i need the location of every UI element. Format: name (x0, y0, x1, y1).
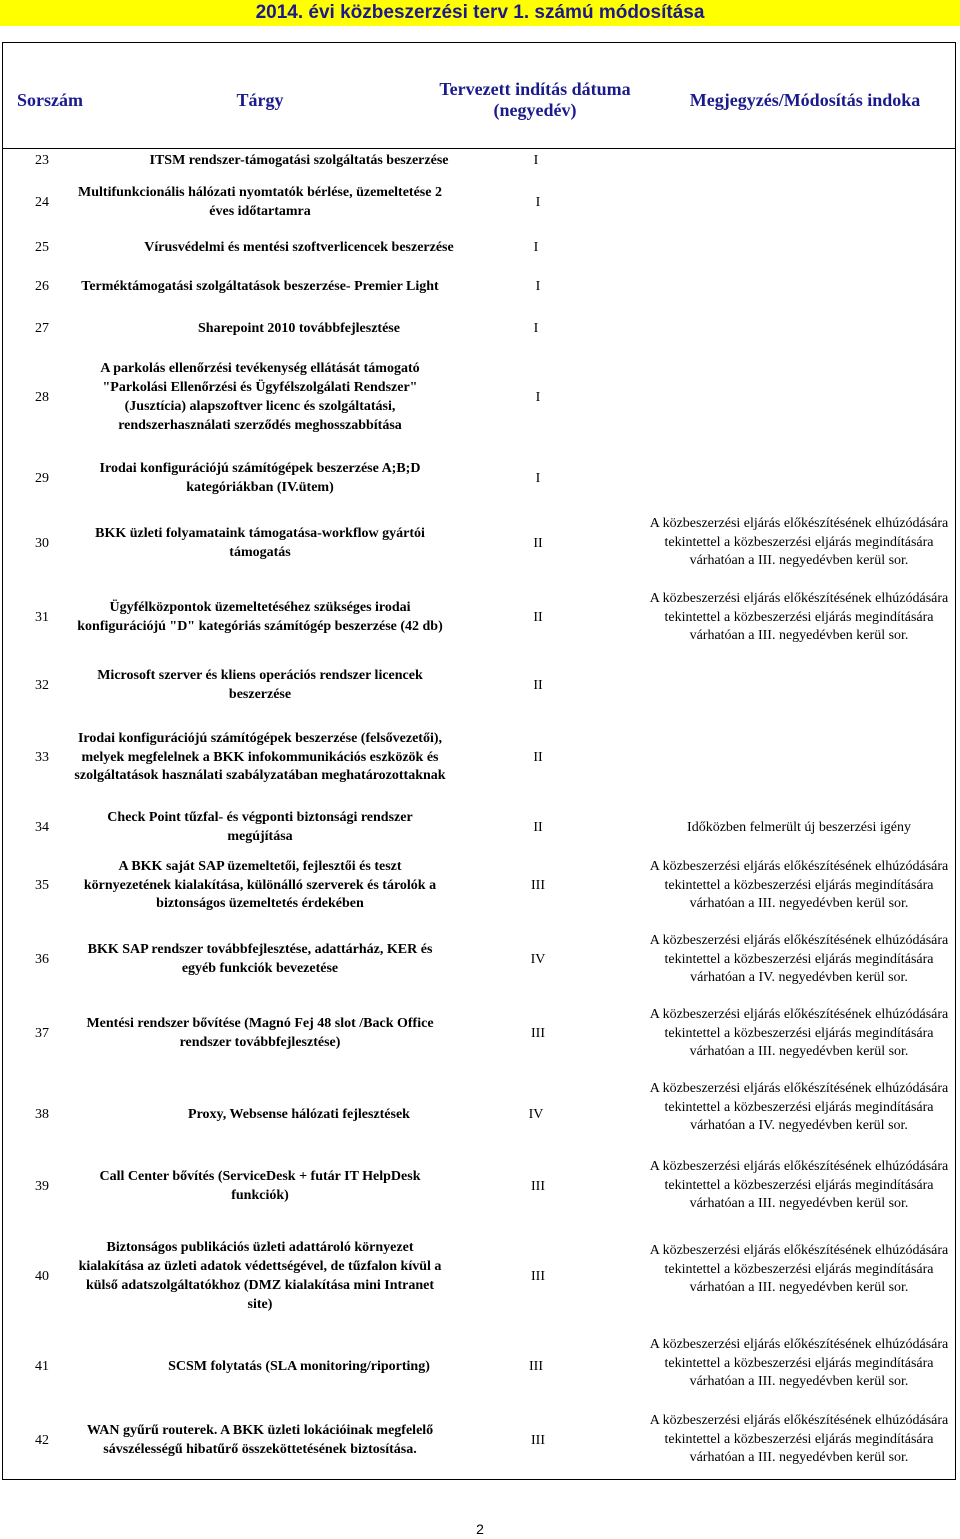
row-number: 23 (35, 152, 49, 168)
row-subject: SCSM folytatás (SLA monitoring/riporting) (168, 1358, 430, 1374)
row-quarter: I (535, 194, 541, 210)
row-note: A közbeszerzési eljárás előkészítésének elhúzódására tekintettel a közbeszerzési eljárás megindítására várhatóan a III. negyedévben kerül sor. (649, 591, 949, 644)
row-quarter: I (535, 389, 541, 405)
table-row (0, 456, 960, 502)
row-number: 35 (35, 877, 49, 893)
row-number: 26 (35, 278, 49, 294)
row-number: 31 (35, 609, 49, 625)
table-row (0, 346, 960, 450)
row-note: A közbeszerzési eljárás előkészítésének elhúzódására tekintettel a közbeszerzési eljárás megindítására várhatóan a III. negyedévben kerül sor. (649, 1337, 949, 1390)
table-row (0, 268, 960, 306)
row-number: 38 (35, 1106, 49, 1122)
row-number: 40 (35, 1268, 49, 1284)
row-number: 33 (35, 749, 49, 765)
row-number: 24 (35, 194, 49, 210)
row-subject: Sharepoint 2010 továbbfejlesztése (198, 320, 400, 336)
row-note: A közbeszerzési eljárás előkészítésének elhúzódására tekintettel a közbeszerzési eljárás megindítására várhatóan a III. negyedévben kerül sor. (649, 1413, 949, 1466)
table-row (0, 237, 960, 259)
row-subject: Check Point tűzfal- és végponti biztonsági rendszer megújítása (107, 810, 413, 844)
row-subject: Terméktámogatási szolgáltatások beszerzése- Premier Light (81, 278, 439, 294)
row-number: 25 (35, 239, 49, 255)
row-note: A közbeszerzési eljárás előkészítésének elhúzódására tekintettel a közbeszerzési eljárás megindítására várhatóan a III. negyedévben kerül sor. (649, 1159, 949, 1212)
row-subject: Vírusvédelmi és mentési szoftverlicencek beszerzése (144, 239, 454, 255)
row-number: 36 (35, 951, 49, 967)
row-quarter: II (533, 749, 543, 765)
header-quarter: Tervezett indítás dátuma (negyedév) (439, 79, 631, 120)
row-note: Időközben felmerült új beszerzési igény (687, 819, 911, 835)
row-subject: WAN gyűrű routerek. A BKK üzleti lokációinak megfelelő sávszélességű hibatűrő összeköttetésének biztosítása. (86, 1423, 434, 1457)
table-row (0, 318, 960, 340)
row-quarter: I (535, 278, 541, 294)
row-quarter: IV (528, 1106, 544, 1122)
row-number: 41 (35, 1358, 49, 1374)
row-number: 37 (35, 1025, 49, 1041)
row-quarter: II (533, 535, 543, 551)
row-quarter: III (529, 1358, 543, 1374)
row-note: A közbeszerzési eljárás előkészítésének elhúzódására tekintettel a közbeszerzési eljárás megindítására várhatóan a III. negyedévben kerül sor. (649, 1243, 949, 1296)
row-subject: Irodai konfigurációjú számítógépek beszerzése A;B;D kategóriákban (IV.ütem) (99, 461, 421, 495)
row-subject: BKK SAP rendszer továbbfejlesztése, adattárház, KER és egyéb funkciók bevezetése (87, 942, 433, 976)
header-separator (2, 148, 956, 149)
row-subject: Multifunkcionális hálózati nyomtatók bérlése, üzemeltetése 2 éves időtartamra (78, 185, 442, 219)
page-number: 2 (476, 1521, 484, 1537)
row-subject: BKK üzleti folyamataink támogatása-workflow gyártói támogatás (95, 526, 425, 560)
row-note: A közbeszerzési eljárás előkészítésének elhúzódására tekintettel a közbeszerzési eljárás megindítására várhatóan a IV. negyedévben kerül sor. (649, 933, 949, 986)
row-quarter: III (531, 877, 545, 893)
header-subject: Tárgy (236, 90, 284, 110)
document-title: 2014. évi közbeszerzési terv 1. számú módosítása (0, 0, 960, 26)
row-subject: ITSM rendszer-támogatási szolgáltatás beszerzése (149, 152, 449, 168)
table-row (0, 152, 960, 170)
row-subject: A BKK saját SAP üzemeltetői, fejlesztői és teszt környezetének kialakítása, különálló szerverek és tárolók a biztonságos üzemeltetés érdekében (83, 858, 437, 912)
row-number: 28 (35, 389, 49, 405)
row-subject: A parkolás ellenőrzési tevékenység ellátását támogató "Parkolási Ellenőrzési és Ügyfélszolgálati Rendszer" (Jusztícia) alapszoftver licenc és szolgáltatási, rendszerhasználati szerződés meghosszabbítása (100, 361, 420, 433)
row-number: 27 (35, 320, 49, 336)
row-note: A közbeszerzési eljárás előkészítésének elhúzódására tekintettel a közbeszerzési eljárás megindítására várhatóan a III. negyedévben kerül sor. (649, 1007, 949, 1060)
header-num: Sorszám (17, 90, 83, 110)
row-quarter: III (531, 1268, 545, 1284)
row-subject: Ügyfélközpontok üzemeltetéséhez szükséges irodai konfigurációjú "D" kategóriás számítógép beszerzése (42 db) (77, 600, 443, 634)
row-number: 32 (35, 677, 49, 693)
row-quarter: I (533, 320, 539, 336)
row-number: 30 (35, 535, 49, 551)
row-quarter: III (531, 1178, 545, 1194)
row-quarter: II (533, 677, 543, 693)
row-number: 34 (35, 819, 49, 835)
row-quarter: I (535, 470, 541, 486)
row-number: 42 (35, 1432, 49, 1448)
row-subject: Call Center bővítés (ServiceDesk + futár IT HelpDesk funkciók) (99, 1169, 421, 1203)
row-subject: Microsoft szerver és kliens operációs rendszer licencek beszerzése (97, 668, 423, 702)
row-quarter: III (531, 1432, 545, 1448)
row-number: 29 (35, 470, 49, 486)
row-subject: Biztonságos publikációs üzleti adattároló környezet kialakítása az üzleti adatok védettségével, de tűzfalon kívül a külső adatszolgáltatókhoz (DMZ kialakítása mini Intranet site) (78, 1240, 442, 1312)
table-row (0, 716, 960, 800)
row-subject: Irodai konfigurációjú számítógépek beszerzése (felsővezetői), melyek megfelelnek a BKK infokommunikációs eszközök és szolgáltatások használati szabályzatában meghatározottaknak (74, 730, 446, 784)
row-subject: Mentési rendszer bővítése (Magnó Fej 48 slot /Back Office rendszer továbbfejlesztése) (86, 1016, 434, 1050)
table-row (0, 661, 960, 711)
row-quarter: IV (530, 951, 546, 967)
row-note: A közbeszerzési eljárás előkészítésének elhúzódására tekintettel a közbeszerzési eljárás megindítására várhatóan a III. negyedévben kerül sor. (649, 859, 949, 912)
row-note: A közbeszerzési eljárás előkészítésének elhúzódására tekintettel a közbeszerzési eljárás megindítására várhatóan a IV. negyedévben kerül sor. (649, 1081, 949, 1134)
row-quarter: II (533, 609, 543, 625)
row-quarter: III (531, 1025, 545, 1041)
row-quarter: I (533, 239, 539, 255)
row-quarter: II (533, 819, 543, 835)
table-row (0, 182, 960, 224)
header-note: Megjegyzés/Módosítás indoka (689, 90, 921, 110)
row-note: A közbeszerzési eljárás előkészítésének elhúzódására tekintettel a közbeszerzési eljárás megindítására várhatóan a III. negyedévben kerül sor. (649, 516, 949, 569)
row-subject: Proxy, Websense hálózati fejlesztések (188, 1106, 410, 1122)
row-number: 39 (35, 1178, 49, 1194)
row-quarter: I (533, 152, 539, 168)
